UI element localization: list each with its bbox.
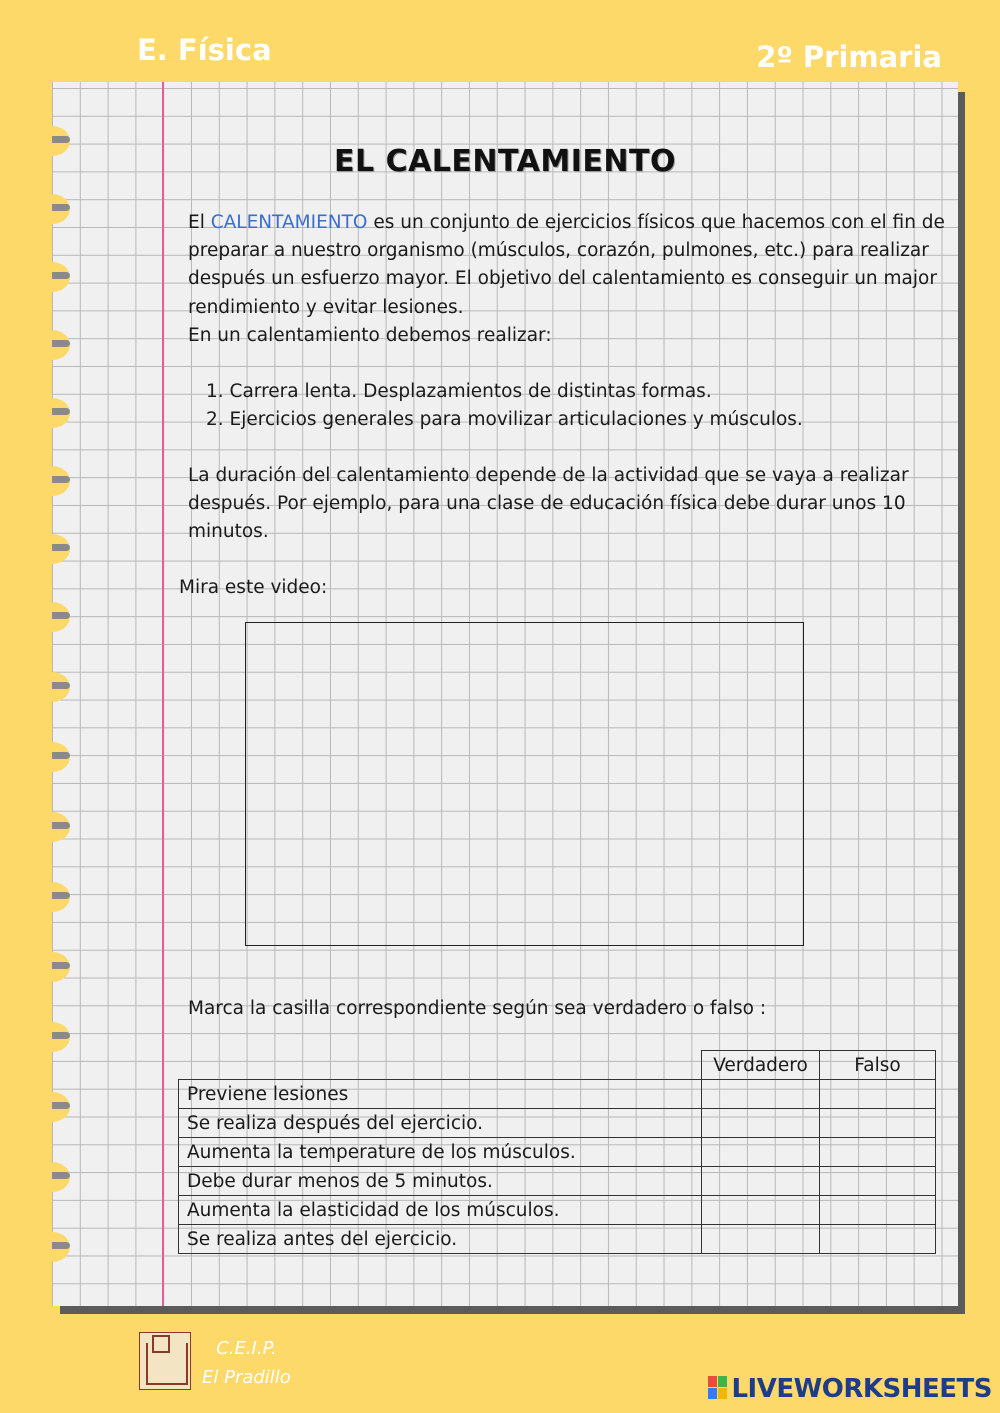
table-row [179,1196,936,1225]
true-checkbox[interactable] [702,1109,820,1138]
false-checkbox[interactable] [820,1167,936,1196]
building-icon [146,1343,188,1385]
ring-hole-icon [52,534,70,564]
list-item: 1. Carrera lenta. Desplazamientos de distintas formas. [206,381,712,402]
intro-prefix: El [188,212,211,233]
false-checkbox[interactable] [820,1138,936,1167]
ring-hole-icon [52,882,70,912]
intro-paragraph [188,209,948,350]
true-checkbox[interactable] [702,1138,820,1167]
keyword-calentamiento: CALENTAMIENTO [210,212,368,233]
liveworksheets-logo[interactable] [708,1374,992,1404]
subject-label: E. Física [137,33,272,67]
ring-hole-icon [52,672,70,702]
worksheet-title: EL CALENTAMIENTO [334,144,676,179]
ring-hole-icon [52,330,70,360]
false-checkbox[interactable] [820,1109,936,1138]
ring-hole-icon [52,1022,70,1052]
statement-cell: Debe durar menos de 5 minutos. [179,1167,702,1196]
true-checkbox[interactable] [702,1080,820,1109]
table-row [179,1109,936,1138]
true-checkbox[interactable] [702,1167,820,1196]
liveworksheets-icon [708,1376,728,1400]
ring-hole-icon [52,1092,70,1122]
ring-hole-icon [52,952,70,982]
false-checkbox[interactable] [820,1080,936,1109]
school-logo [139,1332,191,1390]
true-false-table [178,1050,936,1254]
intro-text: es un conjunto de ejercicios físicos que hacemos con el fin de preparar a nuestro organismo (músculos, corazón, pulmones, etc.) para realizar después un esfuerzo mayor. El objetivo del calentamiento es conseguir un major rendimiento y evitar lesiones. [188,212,945,318]
statement-cell: Se realiza antes del ejercicio. [179,1225,702,1254]
true-checkbox[interactable] [702,1225,820,1254]
ring-hole-icon [52,398,70,428]
column-header-true: Verdadero [702,1051,820,1080]
list-item: 2. Ejercicios generales para movilizar articulaciones y músculos. [206,409,803,431]
ring-hole-icon [52,262,70,292]
table-header-blank [179,1051,702,1080]
ring-hole-icon [52,1232,70,1262]
ring-hole-icon [52,1162,70,1192]
exercise-list [206,378,926,434]
statement-cell: Aumenta la temperature de los músculos. [179,1138,702,1167]
video-prompt: Mira este video: [179,577,328,598]
table-row [179,1138,936,1167]
margin-line [162,82,164,1306]
duration-paragraph: La duración del calentamiento depende de la actividad que se vaya a realizar después. Por ejemplo, para una clase de educación física debe durar unos 10 minutos. [188,465,909,543]
brand-text: LIVEWORKSHEETS [731,1374,992,1404]
false-checkbox[interactable] [820,1196,936,1225]
quiz-instruction: Marca la casilla correspondiente según sea verdadero o falso : [188,998,767,1019]
table-row [179,1225,936,1254]
statement-cell: Previene lesiones [179,1080,702,1109]
true-checkbox[interactable] [702,1196,820,1225]
school-name: C.E.I.P. El Pradillo [202,1338,291,1388]
video-player[interactable] [245,622,804,946]
statement-cell: Se realiza después del ejercicio. [179,1109,702,1138]
false-checkbox[interactable] [820,1225,936,1254]
table-row [179,1167,936,1196]
ring-hole-icon [52,742,70,772]
ring-hole-icon [52,602,70,632]
intro-line2: En un calentamiento debemos realizar: [188,324,552,346]
statement-cell: Aumenta la elasticidad de los músculos. [179,1196,702,1225]
notebook-paper [52,82,958,1306]
ring-hole-icon [52,812,70,842]
ring-hole-icon [52,466,70,496]
column-header-false: Falso [820,1051,936,1080]
ring-hole-icon [52,194,70,224]
grade-label: 2º Primaria [756,40,942,74]
table-row [179,1080,936,1109]
